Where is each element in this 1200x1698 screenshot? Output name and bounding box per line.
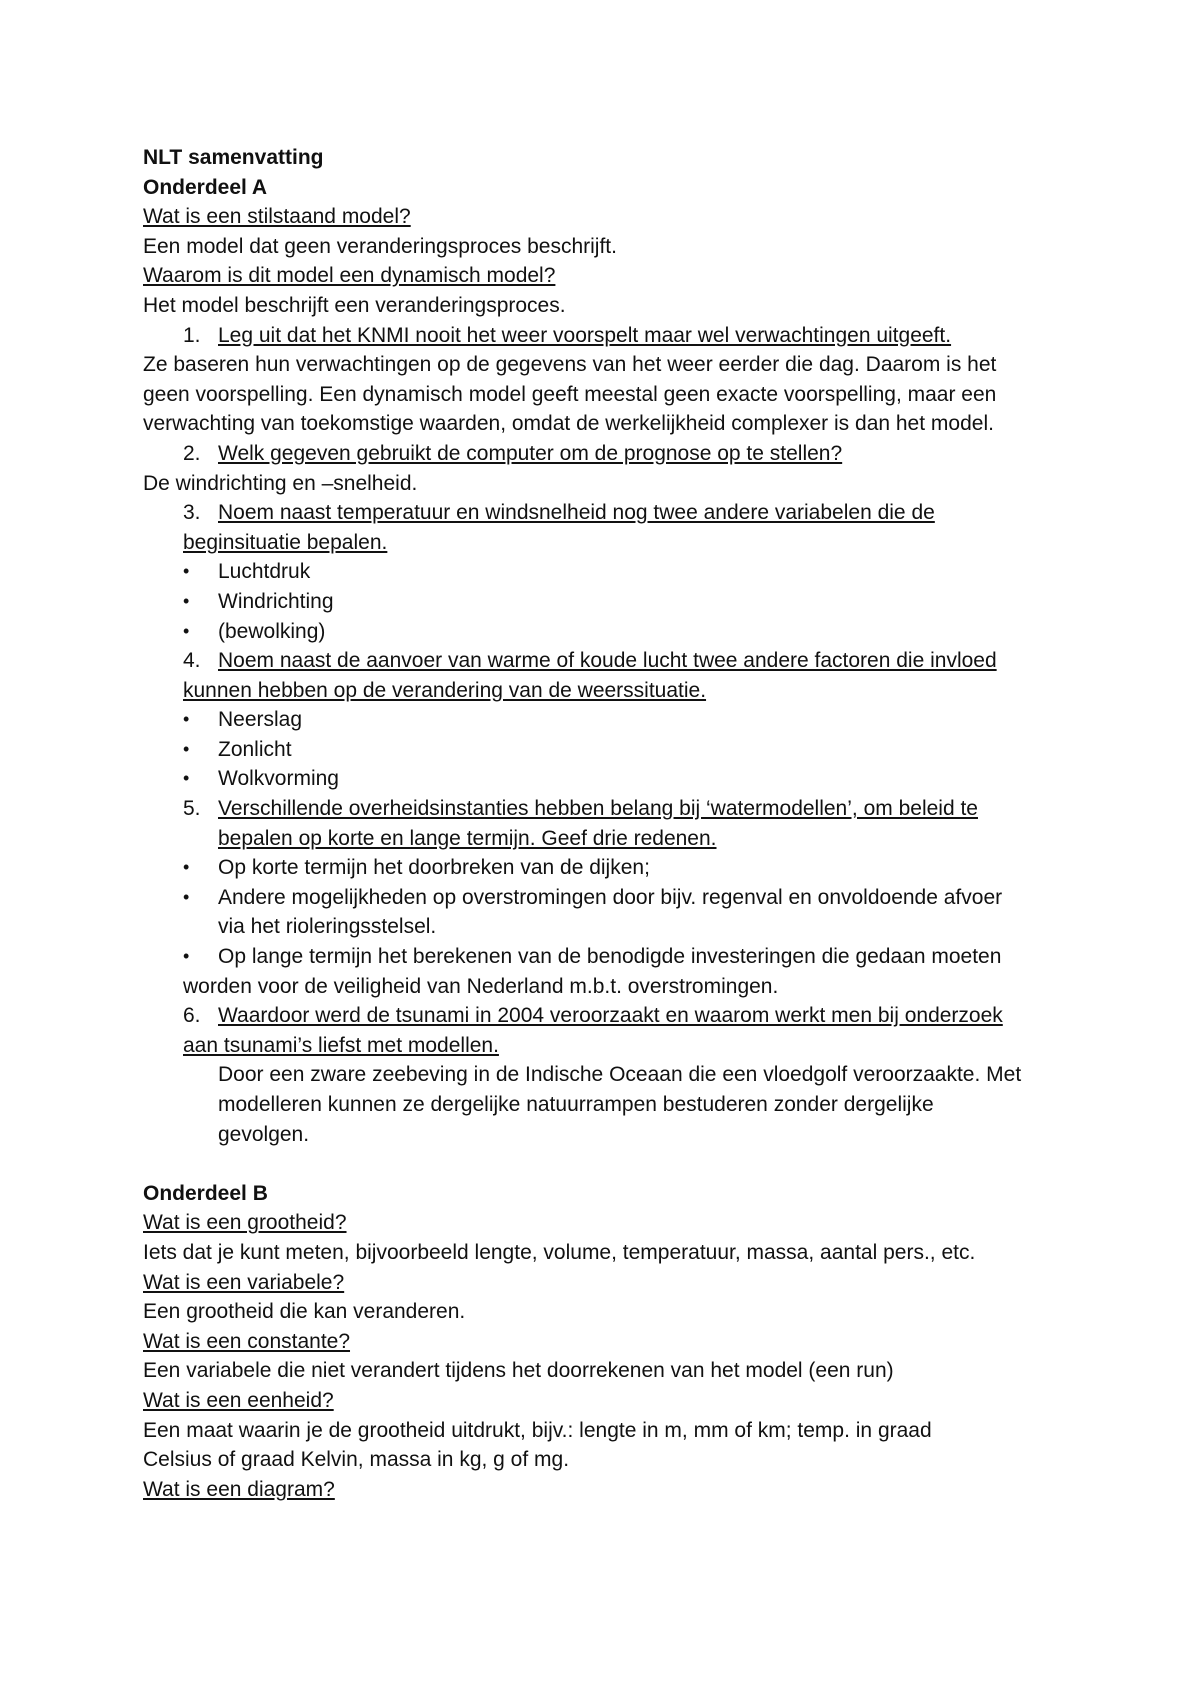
- list-item-text: Andere mogelijkheden op overstromingen door bijv. regenval en onvoldoende afvoer: [218, 885, 1003, 909]
- answer-6-line-2: modelleren kunnen ze dergelijke natuurrampen bestuderen zonder dergelijke: [218, 1093, 934, 1116]
- bullet-icon: •: [183, 590, 190, 611]
- question-5-text-line-2: bepalen op korte en lange termijn. Geef drie redenen.: [218, 826, 717, 850]
- list-item-text: Op lange termijn het berekenen van de benodigde investeringen die gedaan moeten: [218, 945, 1002, 969]
- question-5-continuation: [143, 824, 1083, 854]
- question-unit: Wat is een eenheid?: [143, 1388, 334, 1412]
- answer-6-line-1: Door een zware zeebeving in de Indische Oceaan die een vloedgolf veroorzaakte. Met: [218, 1063, 1022, 1087]
- question-2-number: 2.: [183, 441, 201, 465]
- document-title: NLT samenvatting: [143, 146, 324, 169]
- question-4-text-line-1: Noem naast de aanvoer van warme of koude lucht twee andere factoren die invloed: [218, 649, 997, 673]
- question-diagram: Wat is een diagram?: [143, 1477, 335, 1501]
- question-6-continuation: [143, 1031, 1083, 1061]
- answer-quantity: Iets dat je kunt meten, bijvoorbeeld lengte, volume, temperatuur, massa, aantal pers., etc.: [143, 1240, 976, 1264]
- question-3: [143, 498, 1083, 528]
- list-item: [143, 617, 1083, 647]
- section-heading-b: Onderdeel B: [143, 1181, 268, 1205]
- answer-dynamic-model: Het model beschrijft een veranderingsproces.: [143, 293, 566, 317]
- answer-variable: Een grootheid die kan veranderen.: [143, 1300, 466, 1324]
- question-3-continuation: [143, 528, 1083, 558]
- answer-static-model: Een model dat geen veranderingsproces beschrijft.: [143, 234, 617, 258]
- question-1-number: 1.: [183, 323, 201, 347]
- bullet-icon: •: [183, 561, 190, 582]
- list-item: [143, 764, 1083, 794]
- question-2: [143, 439, 1083, 469]
- question-6: [143, 1001, 1083, 1031]
- question-6-number: 6.: [183, 1004, 201, 1028]
- list-item: [143, 557, 1083, 587]
- bullet-icon: •: [183, 857, 190, 878]
- bullet-icon: •: [183, 709, 190, 730]
- question-quantity: Wat is een grootheid?: [143, 1211, 347, 1235]
- answer-2: De windrichting en –snelheid.: [143, 471, 418, 495]
- answer-6-line-3: gevolgen.: [218, 1122, 310, 1146]
- answer-unit-line-1: Een maat waarin je de grootheid uitdrukt, bijv.: lengte in m, mm of km; temp. in graad: [143, 1418, 932, 1442]
- list-item: [143, 587, 1083, 617]
- section-spacer: [143, 1149, 1083, 1179]
- answer-constant: Een variabele die niet verandert tijdens het doorrekenen van het model (een run): [143, 1359, 894, 1383]
- document-page: [143, 143, 1083, 1504]
- question-constant: Wat is een constante?: [143, 1329, 351, 1353]
- list-item-text: (bewolking): [218, 619, 326, 643]
- list-item: [143, 705, 1083, 735]
- question-3-number: 3.: [183, 501, 201, 525]
- answer-1-line-1: Ze baseren hun verwachtingen op de gegevens van het weer eerder die dag. Daarom is het: [143, 353, 997, 377]
- question-6-text-line-2: aan tsunami’s liefst met modellen.: [183, 1033, 499, 1057]
- question-variable: Wat is een variabele?: [143, 1270, 345, 1294]
- answer-unit-line-2: Celsius of graad Kelvin, massa in kg, g of mg.: [143, 1448, 570, 1472]
- question-dynamic-model: Waarom is dit model een dynamisch model?: [143, 264, 556, 288]
- list-item: [143, 735, 1083, 765]
- question-5: [143, 794, 1083, 824]
- list-item: [143, 853, 1083, 883]
- list-item: [143, 942, 1083, 972]
- list-item-text: Windrichting: [218, 589, 334, 613]
- list-item: [143, 883, 1083, 913]
- question-4-number: 4.: [183, 649, 201, 673]
- list-item-text: Wolkvorming: [218, 767, 339, 791]
- bullet-icon: •: [183, 738, 190, 759]
- list-item-text: Luchtdruk: [218, 560, 311, 584]
- answer-1-line-3: verwachting van toekomstige waarden, omdat de werkelijkheid complexer is dan het model.: [143, 412, 994, 436]
- section-heading-a: Onderdeel A: [143, 175, 268, 199]
- list-item-continuation: worden voor de veiligheid van Nederland m.b.t. overstromingen.: [183, 974, 779, 998]
- question-3-text-line-2: beginsituatie bepalen.: [183, 530, 388, 554]
- question-4-continuation: [143, 676, 1083, 706]
- question-1-text: Leg uit dat het KNMI nooit het weer voorspelt maar wel verwachtingen uitgeeft.: [218, 323, 952, 347]
- list-item-continuation: via het rioleringsstelsel.: [218, 915, 437, 939]
- list-item-text: Neerslag: [218, 708, 303, 732]
- question-4: [143, 646, 1083, 676]
- question-3-text-line-1: Noem naast temperatuur en windsnelheid nog twee andere variabelen die de: [218, 501, 935, 525]
- bullet-icon: •: [183, 946, 190, 967]
- bullet-icon: •: [183, 620, 190, 641]
- bullet-icon: •: [183, 886, 190, 907]
- list-item-text: Op korte termijn het doorbreken van de dijken;: [218, 856, 650, 880]
- question-static-model: Wat is een stilstaand model?: [143, 205, 411, 229]
- answer-1-line-2: geen voorspelling. Een dynamisch model geeft meestal geen exacte voorspelling, maar een: [143, 382, 997, 406]
- question-5-text-line-1: Verschillende overheidsinstanties hebben belang bij ‘watermodellen’, om beleid te: [218, 797, 978, 821]
- bullet-icon: •: [183, 768, 190, 789]
- list-item-text: Zonlicht: [218, 737, 292, 761]
- question-6-text-line-1: Waardoor werd de tsunami in 2004 veroorzaakt en waarom werkt men bij onderzoek: [218, 1004, 1003, 1028]
- question-2-text: Welk gegeven gebruikt de computer om de prognose op te stellen?: [218, 441, 843, 465]
- question-1: [143, 321, 1083, 351]
- question-4-text-line-2: kunnen hebben op de verandering van de weerssituatie.: [183, 678, 707, 702]
- question-5-number: 5.: [183, 797, 201, 821]
